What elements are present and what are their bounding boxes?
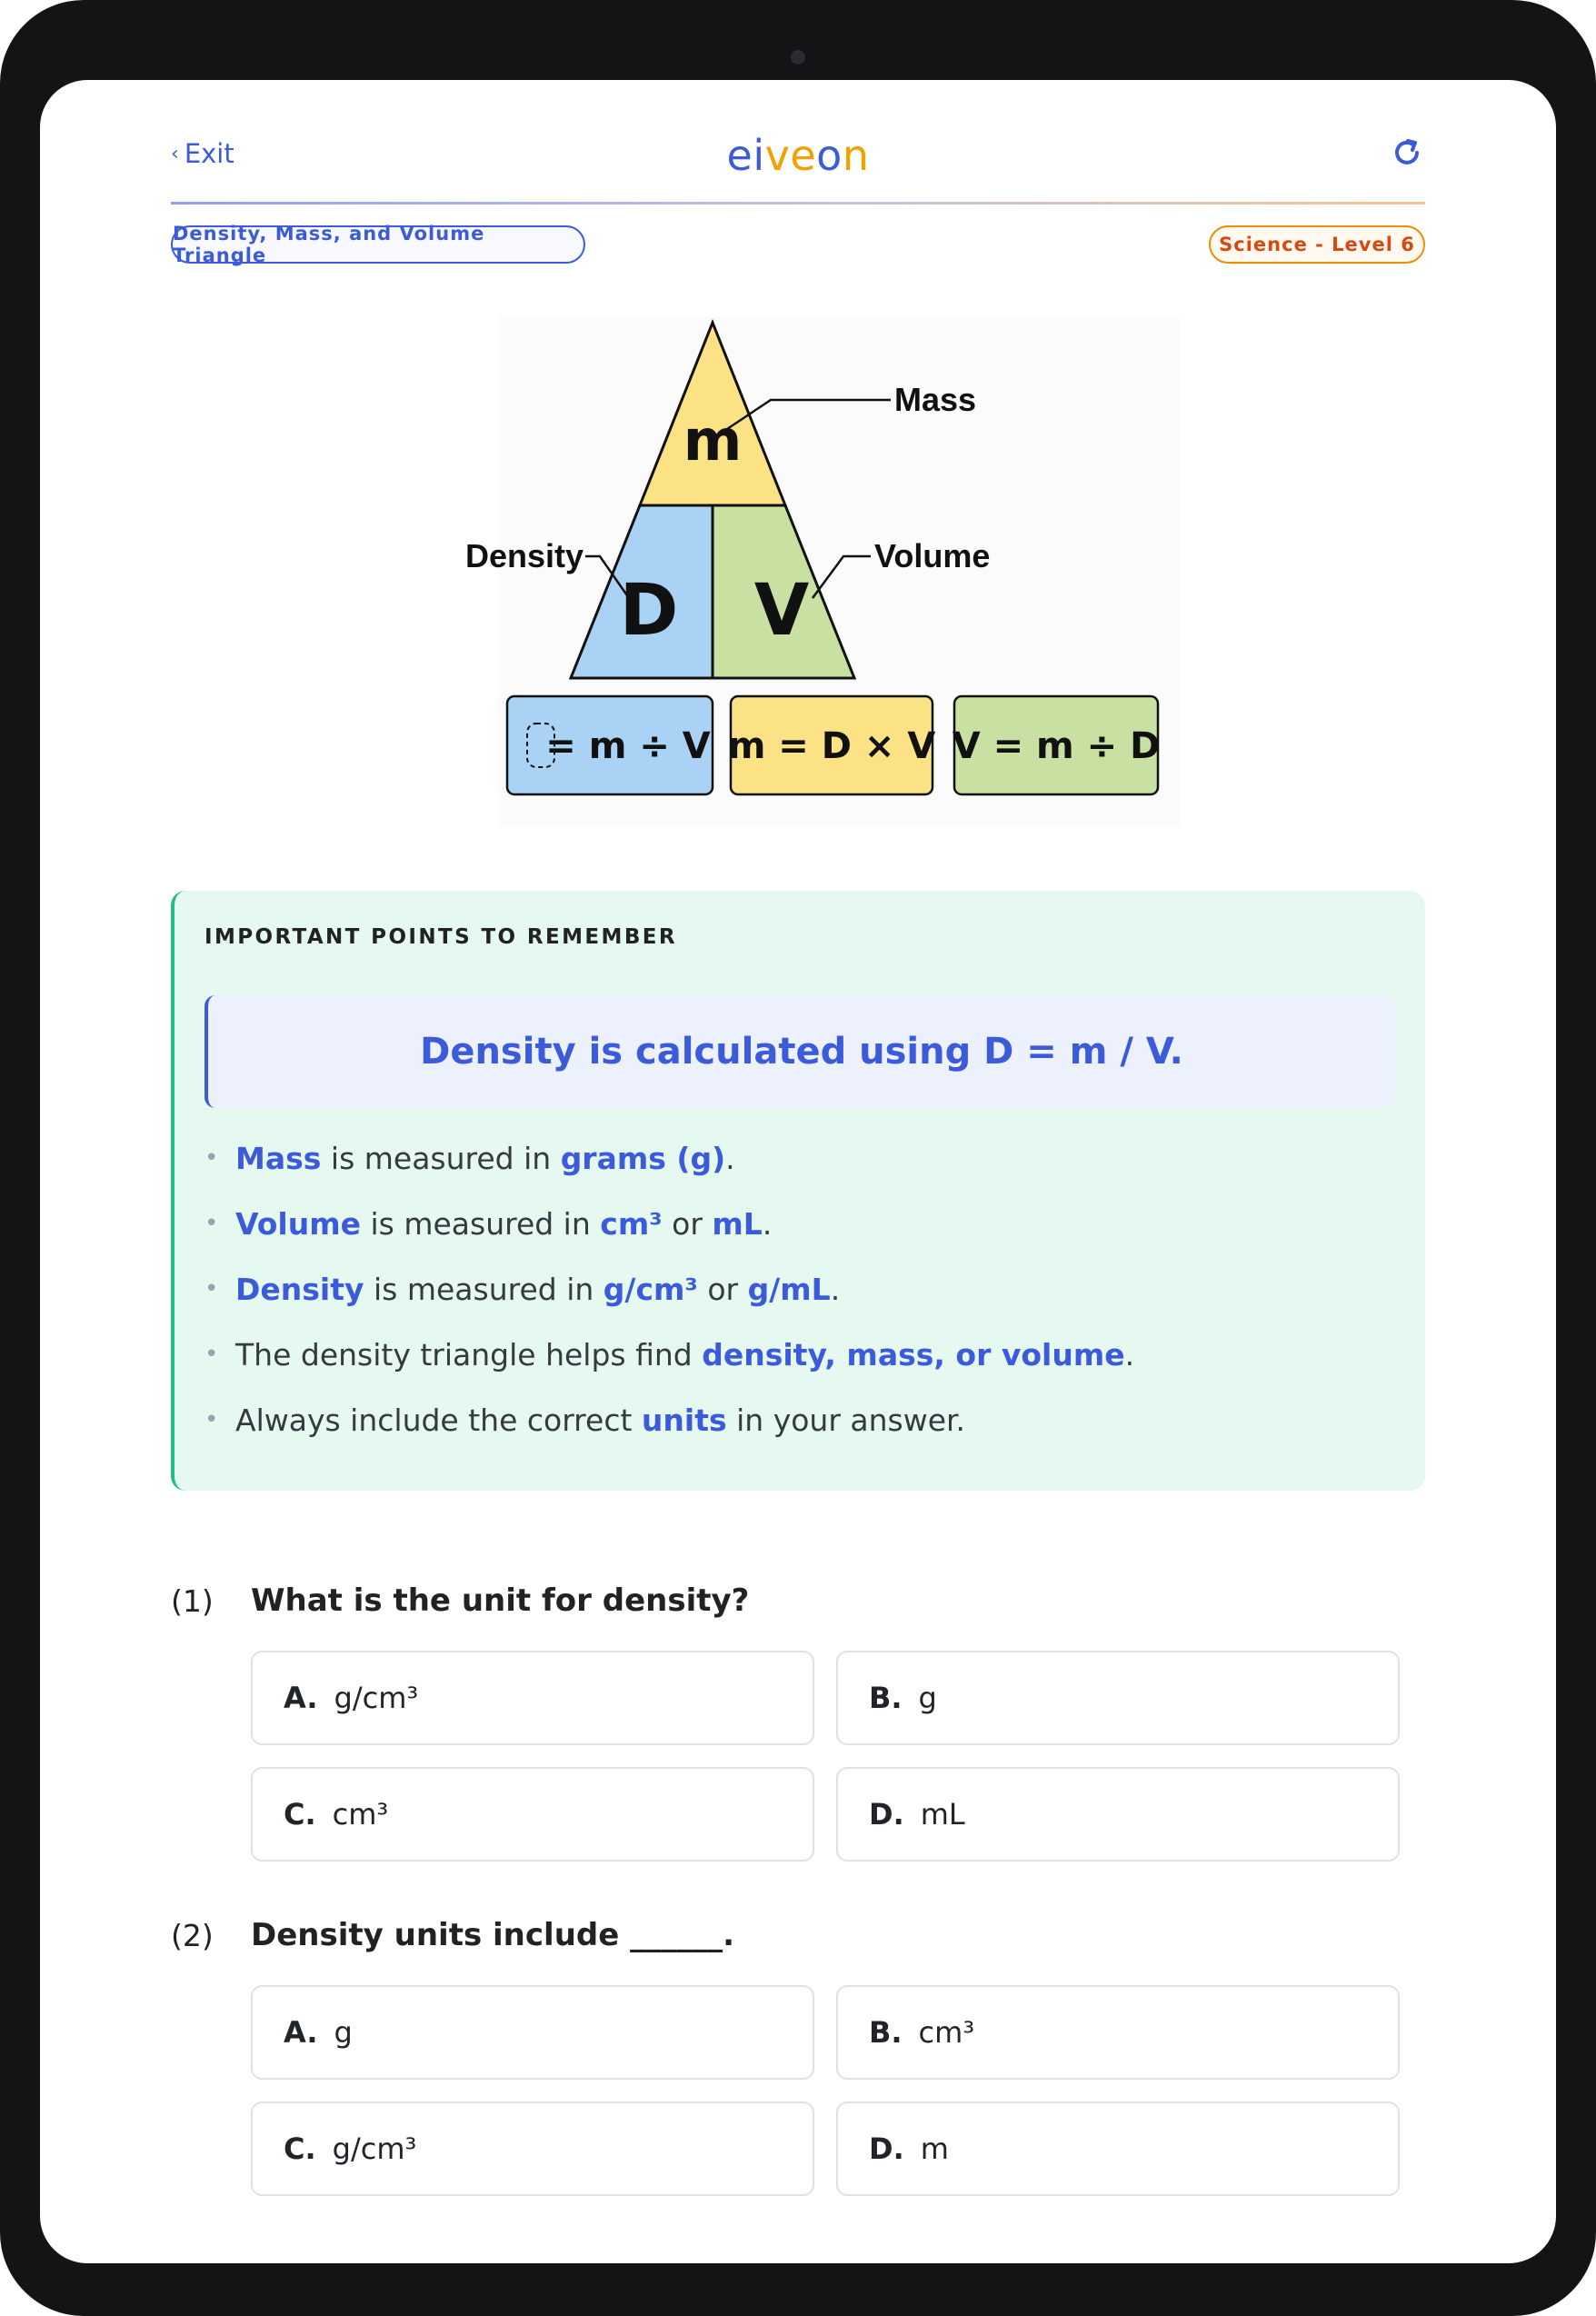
bullet-term: Mass — [235, 1140, 322, 1176]
formula-callout: Density is calculated using D = m / V. — [204, 995, 1395, 1108]
points-title: IMPORTANT POINTS TO REMEMBER — [204, 925, 677, 949]
camera-dot — [791, 50, 805, 65]
bullet-term: cm³ — [600, 1205, 663, 1242]
logo-part3: o — [816, 131, 843, 180]
option-letter: A. — [284, 2015, 318, 2050]
density-symbol: D — [619, 570, 679, 652]
list-item — [204, 1125, 1386, 1191]
bullet-text: Always include the correct — [235, 1402, 642, 1438]
option-value: g/cm³ — [332, 2131, 417, 2166]
list-item — [204, 1191, 1386, 1256]
option-c[interactable] — [251, 2101, 814, 2196]
option-value: g — [918, 1681, 937, 1715]
option-value: cm³ — [332, 1797, 389, 1832]
option-value: mL — [920, 1797, 965, 1832]
option-d[interactable] — [836, 2101, 1400, 2196]
density-label: Density — [464, 537, 584, 574]
bullet-text: is measured in — [360, 1205, 601, 1242]
bullet-text: . — [830, 1271, 841, 1307]
option-value: cm³ — [918, 2015, 975, 2050]
option-letter: A. — [284, 1681, 318, 1715]
bullet-text: . — [725, 1140, 735, 1176]
logo-part4: n — [842, 131, 870, 180]
bullet-dot: • — [204, 1144, 219, 1172]
mass-symbol: m — [683, 407, 743, 474]
bullet-text: The density triangle helps find — [235, 1336, 703, 1373]
option-b[interactable] — [836, 1651, 1400, 1745]
bullet-term: Density — [235, 1271, 364, 1307]
bullet-text: . — [1124, 1336, 1135, 1373]
topic-tag: Density, Mass, and Volume Triangle — [171, 225, 585, 264]
option-b[interactable] — [836, 1985, 1400, 2080]
option-d[interactable] — [836, 1767, 1400, 1862]
level-tag: Science - Level 6 — [1209, 225, 1425, 264]
bullet-term: mL — [712, 1205, 763, 1242]
bullet-dot: • — [204, 1341, 219, 1368]
logo-part1: ei — [726, 131, 765, 180]
refresh-button[interactable] — [1389, 135, 1425, 171]
bullet-text: or — [662, 1205, 713, 1242]
option-letter: D. — [869, 2131, 904, 2166]
bullet-text: is measured in — [364, 1271, 603, 1307]
important-points-panel — [171, 891, 1425, 1491]
logo — [171, 131, 1425, 180]
option-c[interactable] — [251, 1767, 814, 1862]
exit-label: Exit — [184, 138, 234, 169]
option-value: g/cm³ — [334, 1681, 419, 1715]
question-text: Density units include ______. — [251, 1917, 735, 1953]
bullet-term: density, mass, or volume — [702, 1336, 1125, 1373]
question-header — [171, 1578, 749, 1623]
bullet-text: in your answer. — [726, 1402, 966, 1438]
mass-label: Mass — [894, 381, 977, 418]
list-item — [204, 1322, 1386, 1387]
bullet-text: . — [762, 1205, 773, 1242]
option-letter: C. — [284, 2131, 316, 2166]
bullet-text: is measured in — [321, 1140, 561, 1176]
bullet-term: Volume — [235, 1205, 361, 1242]
option-letter: B. — [869, 2015, 903, 2050]
bullet-text: or — [697, 1271, 748, 1307]
bullet-dot: • — [204, 1275, 219, 1303]
header — [171, 80, 1425, 207]
screen — [40, 80, 1556, 2263]
volume-formula: V = m ÷ D — [952, 725, 1161, 767]
question-text: What is the unit for density? — [251, 1582, 750, 1619]
bullet-term: grams (g) — [560, 1140, 726, 1176]
density-formula: = m ÷ V — [545, 725, 711, 767]
question-number: (2) — [171, 1917, 214, 1953]
mass-formula: m = D × V — [727, 725, 936, 767]
density-triangle-figure — [464, 316, 1180, 827]
option-letter: B. — [869, 1681, 903, 1715]
option-value: m — [920, 2131, 949, 2166]
header-divider — [171, 202, 1425, 205]
volume-label: Volume — [874, 537, 991, 574]
volume-symbol: V — [753, 570, 810, 652]
bullet-term: units — [641, 1402, 727, 1438]
points-list — [204, 1125, 1386, 1452]
option-a[interactable] — [251, 1985, 814, 2080]
list-item — [204, 1387, 1386, 1452]
option-value: g — [334, 2015, 353, 2050]
refresh-icon — [1389, 135, 1425, 171]
bullet-dot: • — [204, 1210, 219, 1237]
option-letter: D. — [869, 1797, 904, 1832]
bullet-dot: • — [204, 1406, 219, 1433]
option-a[interactable] — [251, 1651, 814, 1745]
question-header — [171, 1912, 734, 1958]
list-item — [204, 1256, 1386, 1322]
bullet-term: g/mL — [747, 1271, 831, 1307]
bullet-term: g/cm³ — [603, 1271, 698, 1307]
chevron-left-icon: ‹ — [171, 142, 179, 165]
option-letter: C. — [284, 1797, 316, 1832]
question-number: (1) — [171, 1582, 214, 1619]
logo-part2: ve — [764, 131, 817, 180]
